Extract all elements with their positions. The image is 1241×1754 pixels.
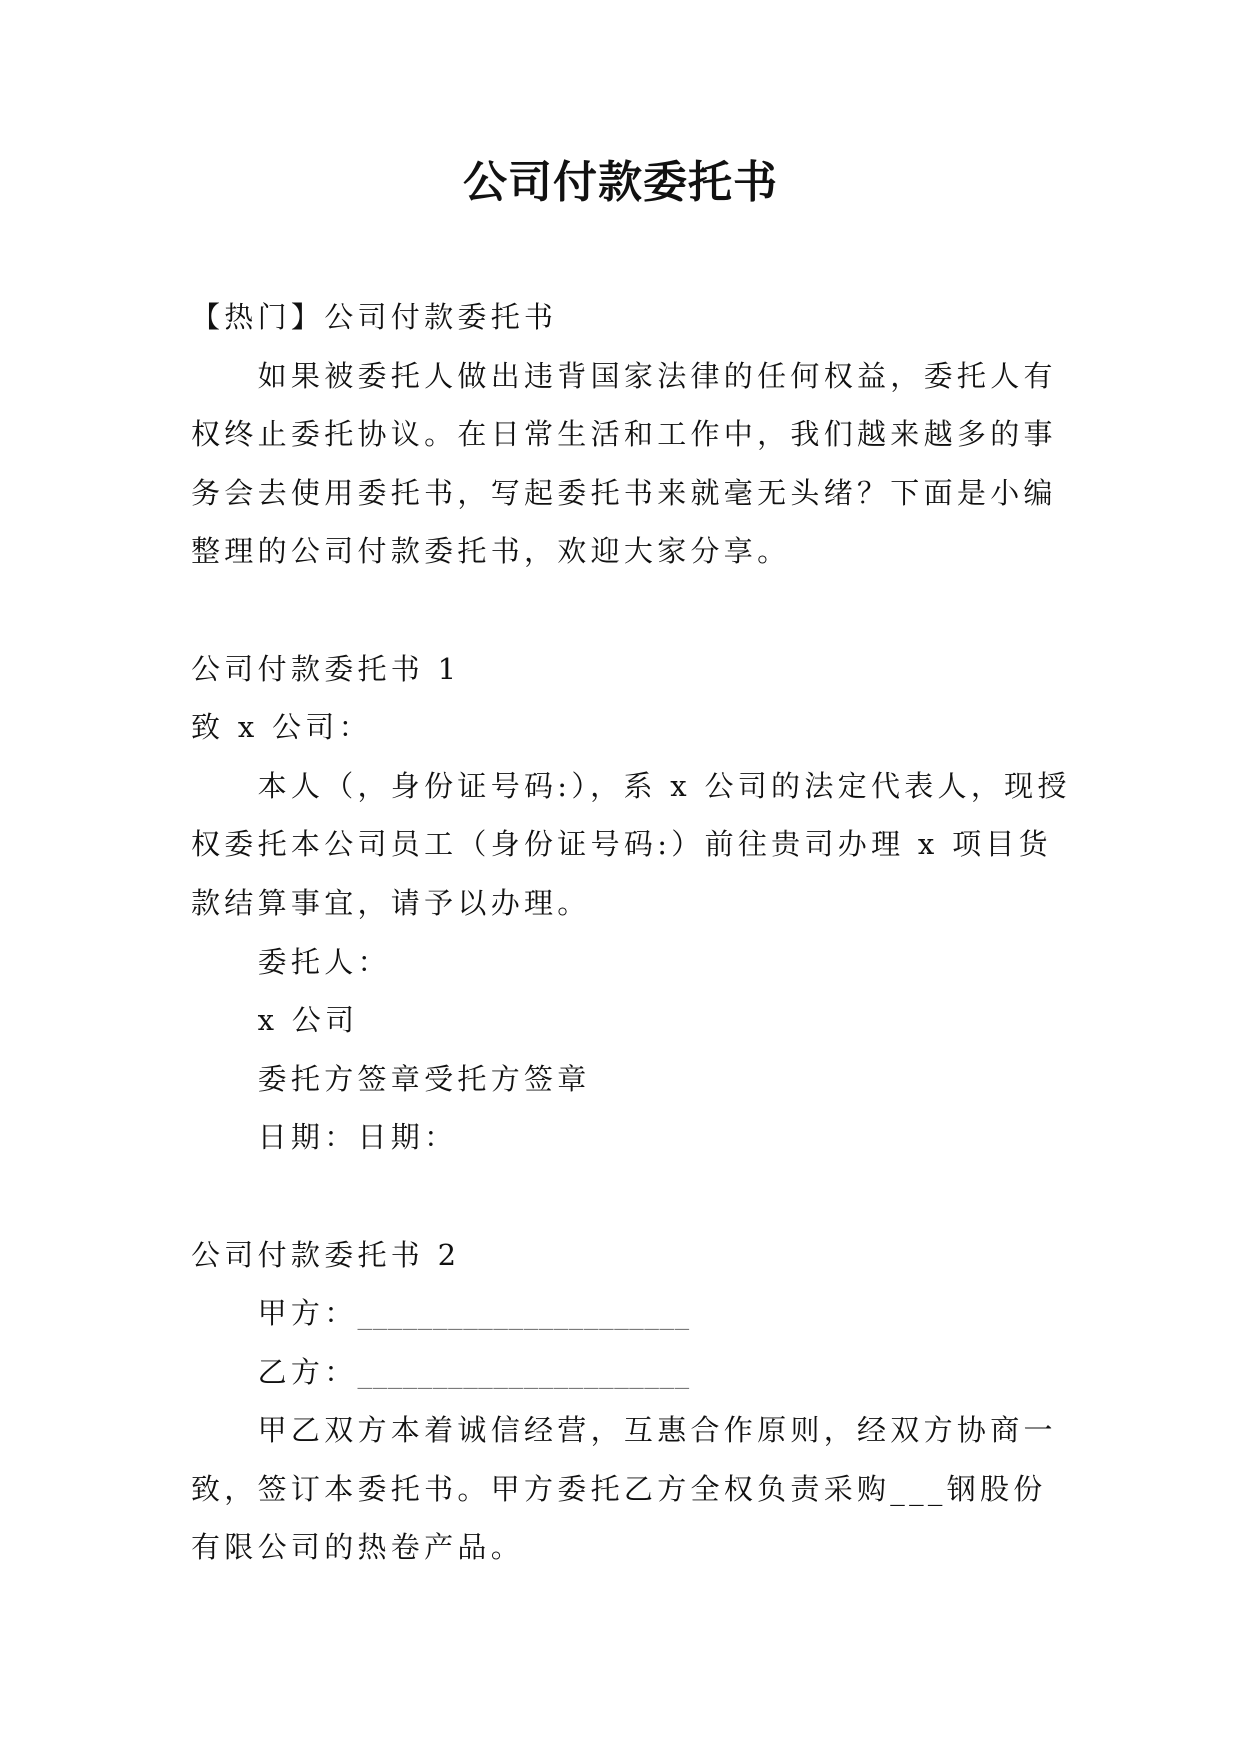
letter2-body-line: 有限公司的热卷产品。 [191,1530,525,1565]
section-spacer [191,1167,1111,1226]
letter2-body-line: 甲乙双方本着诚信经营，互惠合作原则，经双方协商一 [257,1413,1057,1448]
document-body [191,288,1111,1577]
letter1-body-line: 权委托本公司员工（身份证号码:）前往贵司办理 x 项目货 [191,827,1052,862]
letter2-heading: 公司付款委托书 2 [191,1237,461,1272]
letter2-party-a [191,1284,1111,1343]
party-a-blank: ______________________ [357,1296,690,1331]
letter2-party-b [191,1343,1111,1402]
intro-paragraph-line: 权终止委托协议。在日常生活和工作中，我们越来越多的事 [191,417,1057,452]
intro-paragraph-line: 整理的公司付款委托书，欢迎大家分享。 [191,534,791,569]
document-title: 公司付款委托书 [463,157,778,208]
intro-heading: 【热门】公司付款委托书 [191,300,558,334]
letter1-company: x 公司 [257,1003,359,1038]
letter2-body-line: 致，签订本委托书。甲方委托乙方全权负责采购___钢股份 [191,1471,1047,1506]
intro-paragraph-line: 务会去使用委托书，写起委托书来就毫无头绪？下面是小编 [191,475,1057,510]
party-b-blank: ______________________ [357,1354,690,1389]
letter1-salutation: 致 x 公司： [191,710,372,745]
party-b-label: 乙方： [257,1354,358,1389]
letter1-dates: 日期：日期： [257,1120,458,1155]
letter1-principal-label: 委托人： [257,944,391,979]
party-a-label: 甲方： [257,1296,358,1331]
letter1-body-line: 本人（，身份证号码:），系 x 公司的法定代表人，现授 [257,768,1071,803]
letter1-heading: 公司付款委托书 1 [191,651,461,686]
section-spacer [191,581,1111,640]
letter1-signatures: 委托方签章受托方签章 [257,1061,591,1096]
intro-paragraph-line: 如果被委托人做出违背国家法律的任何权益，委托人有 [257,358,1057,393]
letter1-body-line: 款结算事宜，请予以办理。 [191,885,591,920]
